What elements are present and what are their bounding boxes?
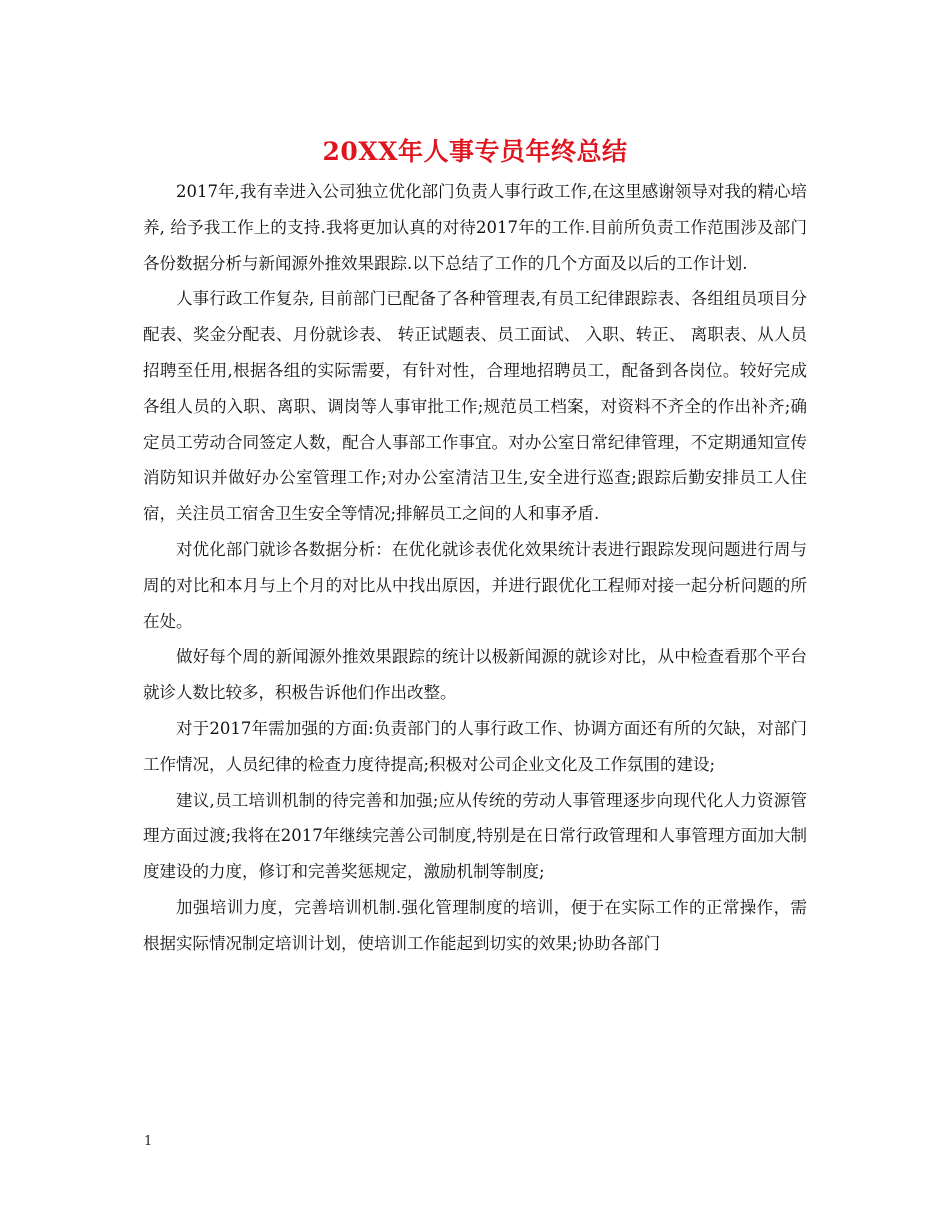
document-body (143, 174, 807, 962)
paragraph-intro: 2017年,我有幸进入公司独立优化部门负责人事行政工作,在这里感谢领导对我的精心培养, 给予我工作上的支持.我将更加认真的对待2017年的工作.目前所负责工作范围涉及部门各份数据分析与新闻源外推效果跟踪.以下总结了工作的几个方面及以后的工作计划. (143, 182, 807, 273)
paragraph-suggestions: 建议,员工培训机制的待完善和加强;应从传统的劳动人事管理逐步向现代化人力资源管理方面过渡;我将在2017年继续完善公司制度,特别是在日常行政管理和人事管理方面加大制度建设的力度，修订和完善奖惩规定，激励机制等制度; (143, 790, 807, 882)
paragraph-training: 加强培训力度，完善培训机制.强化管理制度的培训，便于在实际工作的正常操作，需根据实际情况制定培训计划，使培训工作能起到切实的效果;协助各部门 (143, 897, 807, 953)
page-number: 1 (144, 1134, 153, 1149)
paragraph-improvements: 对于2017年需加强的方面:负责部门的人事行政工作、协调方面还有所的欠缺，对部门工作情况，人员纪律的检查力度待提高;积极对公司企业文化及工作氛围的建设; (143, 718, 807, 774)
paragraph-news-tracking: 做好每个周的新闻源外推效果跟踪的统计以极新闻源的就诊对比，从中检查看那个平台就诊人数比较多，积极告诉他们作出改整。 (143, 647, 807, 703)
document-title: 20XX年人事专员年终总结 (322, 137, 628, 166)
paragraph-admin-work: 人事行政工作复杂, 目前部门已配备了各种管理表,有员工纪律跟踪表、各组组员项目分配表、奖金分配表、月份就诊表、 转正试题表、员工面试、 入职、转正、 离职表、从人员招聘至任用,根据各组的实际需要，有针对性，合理地招聘员工，配备到各岗位。较好完成各组人员的入职、离职、调岗等人事审批工作;规范员工档案，对资料不齐全的作出补齐;确定员工劳动合同签定人数，配合人事部工作事宜。对办公室日常纪律管理，不定期通知宣传消防知识并做好办公室管理工作;对办公室清洁卫生,安全进行巡查;跟踪后勤安排员工人住宿，关注员工宿舍卫生安全等情况;排解员工之间的人和事矛盾. (143, 289, 807, 524)
paragraph-data-analysis: 对优化部门就诊各数据分析：在优化就诊表优化效果统计表进行跟踪发现问题进行周与周的对比和本月与上个月的对比从中找出原因，并进行跟优化工程师对接一起分析问题的所在处。 (143, 539, 807, 631)
